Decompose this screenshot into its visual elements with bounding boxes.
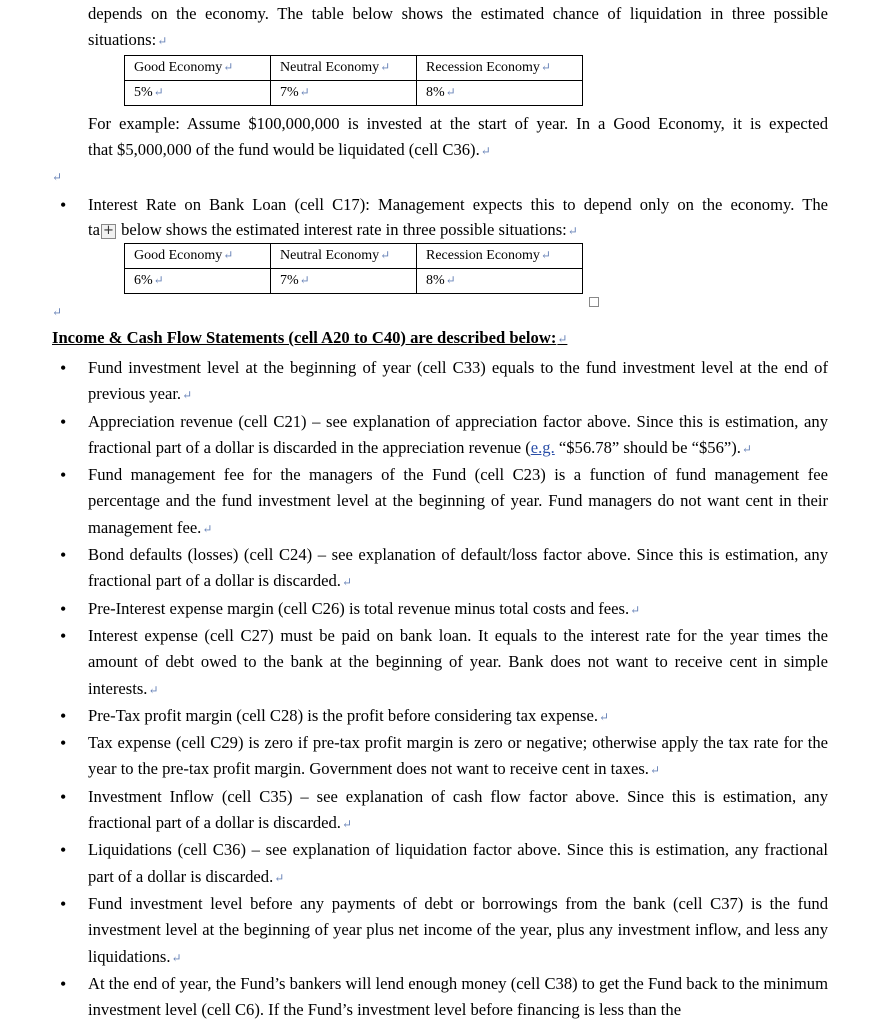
list-item: • Tax expense (cell C29) is zero if pre-tax profit margin is zero or negative; otherwise apply the tax rate for the year to the pre-tax profit margin. Government does not want to receive cent in taxes.↵ [0, 730, 828, 784]
intro-line-1 [88, 4, 828, 24]
example-line-1 [88, 114, 828, 134]
table-cell[interactable]: 8%↵ [417, 269, 583, 294]
table-row [125, 81, 583, 106]
spellcheck-underline: e.g. [530, 437, 555, 457]
table-cell[interactable]: 7%↵ [271, 269, 417, 294]
table-row [125, 269, 583, 294]
list-item: • Appreciation revenue (cell C21) – see explanation of appreciation factor above. Since this is estimation, any fractional part of a dollar is discarded in the appreciation revenue (e.g. “$56.78” should be “$56”).↵ [0, 409, 828, 463]
example-text-2: that $5,000,000 of the fund would be liquidated (cell C36). [88, 140, 480, 159]
intro-text-1: depends on the economy. The table below shows the estimated chance of liquidation in three possible [88, 4, 828, 23]
table-cell[interactable]: Recession Economy↵ [417, 56, 583, 81]
bullet-list [0, 355, 828, 1023]
paragraph-mark-icon: ↵ [157, 34, 168, 48]
intro-text-2: situations: [88, 30, 157, 49]
table-row [125, 56, 583, 81]
resize-handle-icon[interactable] [589, 297, 599, 307]
table-cell[interactable]: Good Economy↵ [125, 56, 271, 81]
example-line-2 [88, 140, 491, 160]
interest-line-2: ta + below shows the estimated interest rate in three possible situations:↵ [88, 220, 578, 239]
table-cell[interactable]: Neutral Economy↵ [271, 244, 417, 269]
table-cell[interactable]: 7%↵ [271, 81, 417, 106]
interest-rate-table [124, 243, 583, 294]
table-cell[interactable]: Good Economy↵ [125, 244, 271, 269]
intro-line-2 [88, 30, 167, 50]
list-item: • Fund management fee for the managers of the Fund (cell C23) is a function of fund management fee percentage and the fund investment level at the beginning of year. Fund managers do not want cent in their management fee.↵ [0, 462, 828, 542]
liquidation-table [124, 55, 583, 106]
paragraph-mark-icon: ↵ [480, 144, 491, 158]
table-cell[interactable]: Neutral Economy↵ [271, 56, 417, 81]
list-item: • Liquidations (cell C36) – see explanation of liquidation factor above. Since this is estimation, any fractional part of a dollar is discarded.↵ [0, 837, 828, 891]
interest-line-1 [88, 195, 828, 215]
paragraph-mark-icon: ↵ [52, 170, 63, 184]
list-item: • At the end of year, the Fund’s bankers will lend enough money (cell C38) to get the Fund back to the minimum investment level (cell C6). If the Fund’s investment level before financing is less than the [0, 971, 828, 1024]
list-item: • Fund investment level before any payments of debt or borrowings from the bank (cell C37) is the fund investment level at the beginning of year plus net income of the year, plus any investment inflow, and less any liquidations.↵ [0, 891, 828, 971]
list-item: • Bond defaults (losses) (cell C24) – see explanation of default/loss factor above. Since this is estimation, any fractional part of a dollar is discarded.↵ [0, 542, 828, 596]
bullet-icon: • [60, 195, 67, 215]
move-handle-icon[interactable]: + [101, 224, 116, 239]
table-cell[interactable]: Recession Economy↵ [417, 244, 583, 269]
table-cell[interactable]: 6%↵ [125, 269, 271, 294]
example-text-1: For example: Assume $100,000,000 is invested at the start of year. In a Good Economy, it is expected [88, 114, 828, 133]
table-row [125, 244, 583, 269]
table-cell[interactable]: 8%↵ [417, 81, 583, 106]
list-item: • Pre-Interest expense margin (cell C26) is total revenue minus total costs and fees.↵ [0, 596, 828, 623]
list-item: • Pre-Tax profit margin (cell C28) is the profit before considering tax expense.↵ [0, 703, 828, 730]
section-heading: Income & Cash Flow Statements (cell A20 to C40) are described below:↵ [52, 328, 568, 347]
paragraph-mark-icon: ↵ [52, 305, 63, 319]
table-cell[interactable]: 5%↵ [125, 81, 271, 106]
interest-text-1: Interest Rate on Bank Loan (cell C17): Management expects this to depend only on the economy. The [88, 195, 828, 214]
paragraph-mark-icon: ↵ [567, 224, 578, 238]
list-item: • Interest expense (cell C27) must be paid on bank loan. It equals to the interest rate for the year times the amount of debt owed to the bank at the beginning of year. Bank does not want to receive cent in simple interests.↵ [0, 623, 828, 703]
list-item: • Investment Inflow (cell C35) – see explanation of cash flow factor above. Since this is estimation, any fractional part of a dollar is discarded.↵ [0, 784, 828, 838]
list-item: • Fund investment level at the beginning of year (cell C33) equals to the fund investment level at the end of previous year.↵ [0, 355, 828, 409]
